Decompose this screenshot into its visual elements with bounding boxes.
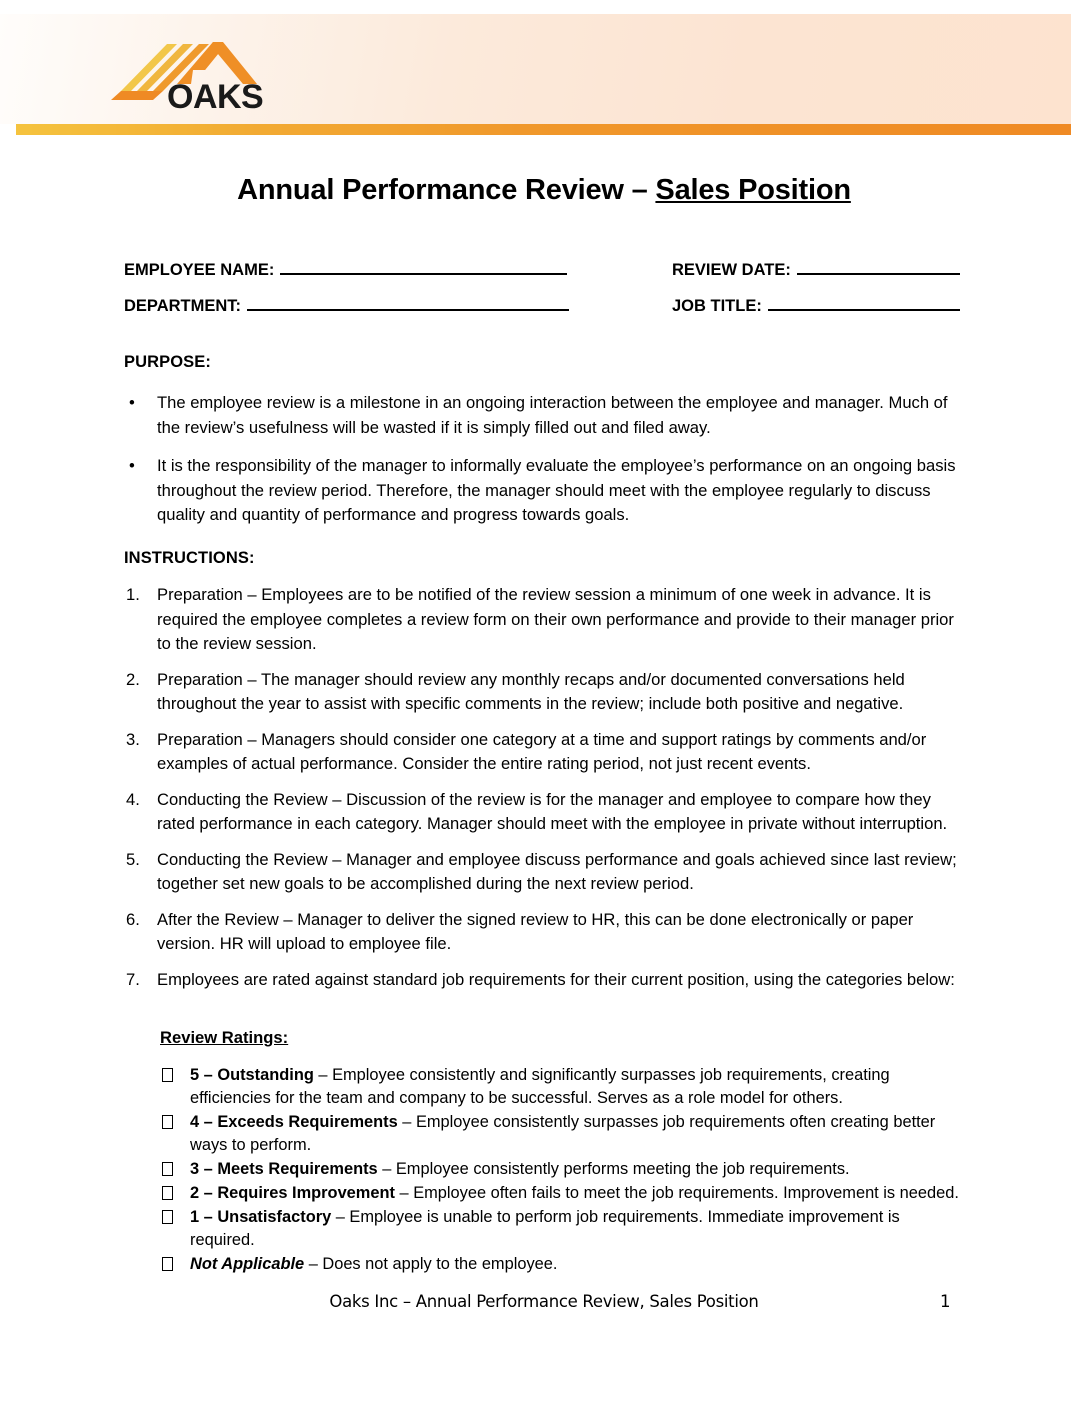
form-row-2: [124, 294, 954, 320]
instruction-number: 5.: [126, 849, 140, 869]
instructions-list: [124, 583, 964, 1003]
instruction-list-item: [124, 668, 964, 717]
rating-list-item: [160, 1158, 965, 1181]
rating-description: – Employee consistently and significantly surpasses job requirements, creating efficiencies for the team and company to be successful. Serves as a role model for others.: [190, 1066, 890, 1107]
rating-description: – Employee consistently performs meeting the job requirements.: [377, 1160, 850, 1178]
instruction-list-item: [124, 908, 964, 957]
checkbox-icon[interactable]: [162, 1186, 173, 1200]
footer-page-number: 1: [940, 1292, 951, 1311]
instruction-list-item: [124, 848, 964, 897]
checkbox-icon[interactable]: [162, 1115, 173, 1129]
instruction-text: Preparation – Employees are to be notified of the review session a minimum of one week in advance. It is required the employee completes a review form on their own performance and provide to their manager prior to the review session.: [157, 585, 954, 653]
field-label-department: DEPARTMENT:: [124, 297, 242, 315]
rating-description: – Employee is unable to perform job requirements. Immediate improvement is required.: [190, 1208, 900, 1249]
rating-list-item: [160, 1182, 965, 1205]
instruction-text: Conducting the Review – Discussion of the review is for the manager and employee to compare how they rated performance in each category. Manager should meet with the employee in private without interruption.: [157, 789, 948, 833]
form-row-1: [124, 258, 954, 284]
page-footer: [0, 1292, 1088, 1318]
page-title-underlined: Sales Position: [655, 174, 851, 206]
instruction-number: 3.: [126, 729, 140, 749]
rating-label: 3 – Meets Requirements: [190, 1160, 378, 1178]
purpose-list-item: [124, 391, 964, 440]
purpose-item-text: It is the responsibility of the manager to informally evaluate the employee’s performance on an ongoing basis throughout the review period. Therefore, the manager should meet with the employee regularly to discuss quality and quantity of performance and progress towards goals.: [157, 456, 956, 524]
oaks-logo: [105, 36, 285, 114]
rating-list-item: [160, 1253, 965, 1276]
field-blank-employee-name[interactable]: [280, 258, 567, 275]
instruction-number: 2.: [126, 669, 140, 689]
instruction-text: Preparation – The manager should review any monthly recaps and/or documented conversations held throughout the year to assist with specific comments in the review; include both positive and negative.: [157, 669, 905, 713]
field-department[interactable]: [124, 294, 569, 316]
rating-label: 1 – Unsatisfactory: [190, 1208, 332, 1226]
field-employee-name[interactable]: [124, 258, 567, 280]
bullet-icon: •: [129, 456, 135, 475]
purpose-item-text: The employee review is a milestone in an ongoing interaction between the employee and manager. Much of the review’s usefulness will be wasted if it is simply filled out and filed away.: [157, 393, 948, 437]
rating-description: – Employee often fails to meet the job requirements. Improvement is needed.: [394, 1184, 959, 1202]
ratings-heading: Review Ratings:: [160, 1028, 289, 1047]
ratings-list: [160, 1064, 965, 1277]
rating-description: – Employee consistently surpasses job requirements often creating better ways to perform.: [190, 1113, 936, 1154]
bullet-icon: •: [129, 393, 135, 412]
field-blank-review-date[interactable]: [797, 258, 960, 275]
header-orange-rule: [16, 124, 1071, 135]
field-blank-department[interactable]: [247, 294, 569, 311]
purpose-list-item: [124, 454, 964, 528]
instruction-text: After the Review – Manager to deliver the signed review to HR, this can be done electronically or paper version. HR will upload to employee file.: [157, 909, 914, 953]
rating-list-item: [160, 1111, 965, 1157]
rating-label: 4 – Exceeds Requirements: [190, 1113, 398, 1131]
rating-label: 5 – Outstanding: [190, 1066, 314, 1084]
rating-label: 2 – Requires Improvement: [190, 1184, 395, 1202]
checkbox-icon[interactable]: [162, 1257, 173, 1271]
rating-list-item: [160, 1064, 965, 1110]
field-label-employee-name: EMPLOYEE NAME:: [124, 261, 275, 279]
instruction-number: 1.: [126, 585, 140, 604]
instruction-text: Conducting the Review – Manager and employee discuss performance and goals achieved since last review; together set new goals to be accomplished during the next review period.: [157, 849, 957, 893]
instruction-number: 4.: [126, 789, 140, 809]
checkbox-icon[interactable]: [162, 1068, 173, 1082]
instruction-number: 6.: [126, 909, 140, 929]
instruction-text: Employees are rated against standard job requirements for their current position, using the categories below:: [157, 969, 955, 989]
instruction-list-item: [124, 788, 964, 837]
page-title: [0, 174, 1088, 207]
field-review-date[interactable]: [672, 258, 960, 280]
instruction-text: Preparation – Managers should consider one category at a time and support ratings by comments and/or examples of actual performance. Consider the entire rating period, not just recent events.: [157, 729, 927, 773]
instruction-list-item: [124, 728, 964, 777]
instruction-list-item: [124, 968, 964, 993]
field-job-title[interactable]: [672, 294, 960, 316]
section-heading-instructions: INSTRUCTIONS:: [124, 549, 255, 567]
rating-label: Not Applicable: [190, 1255, 305, 1273]
logo-wordmark: OAKS: [167, 78, 264, 116]
checkbox-icon[interactable]: [162, 1210, 173, 1224]
rating-list-item: [160, 1206, 965, 1252]
rating-description: – Does not apply to the employee.: [304, 1255, 558, 1273]
instruction-list-item: [124, 583, 964, 657]
instruction-number: 7.: [126, 969, 140, 989]
page-title-plain: Annual Performance Review –: [237, 174, 656, 206]
field-label-review-date: REVIEW DATE:: [672, 261, 791, 279]
purpose-list: [124, 391, 964, 542]
section-heading-purpose: PURPOSE:: [124, 353, 211, 371]
field-label-job-title: JOB TITLE:: [672, 297, 762, 315]
field-blank-job-title[interactable]: [768, 294, 960, 311]
footer-title: Oaks Inc – Annual Performance Review, Sales Position: [329, 1292, 759, 1311]
checkbox-icon[interactable]: [162, 1162, 173, 1176]
